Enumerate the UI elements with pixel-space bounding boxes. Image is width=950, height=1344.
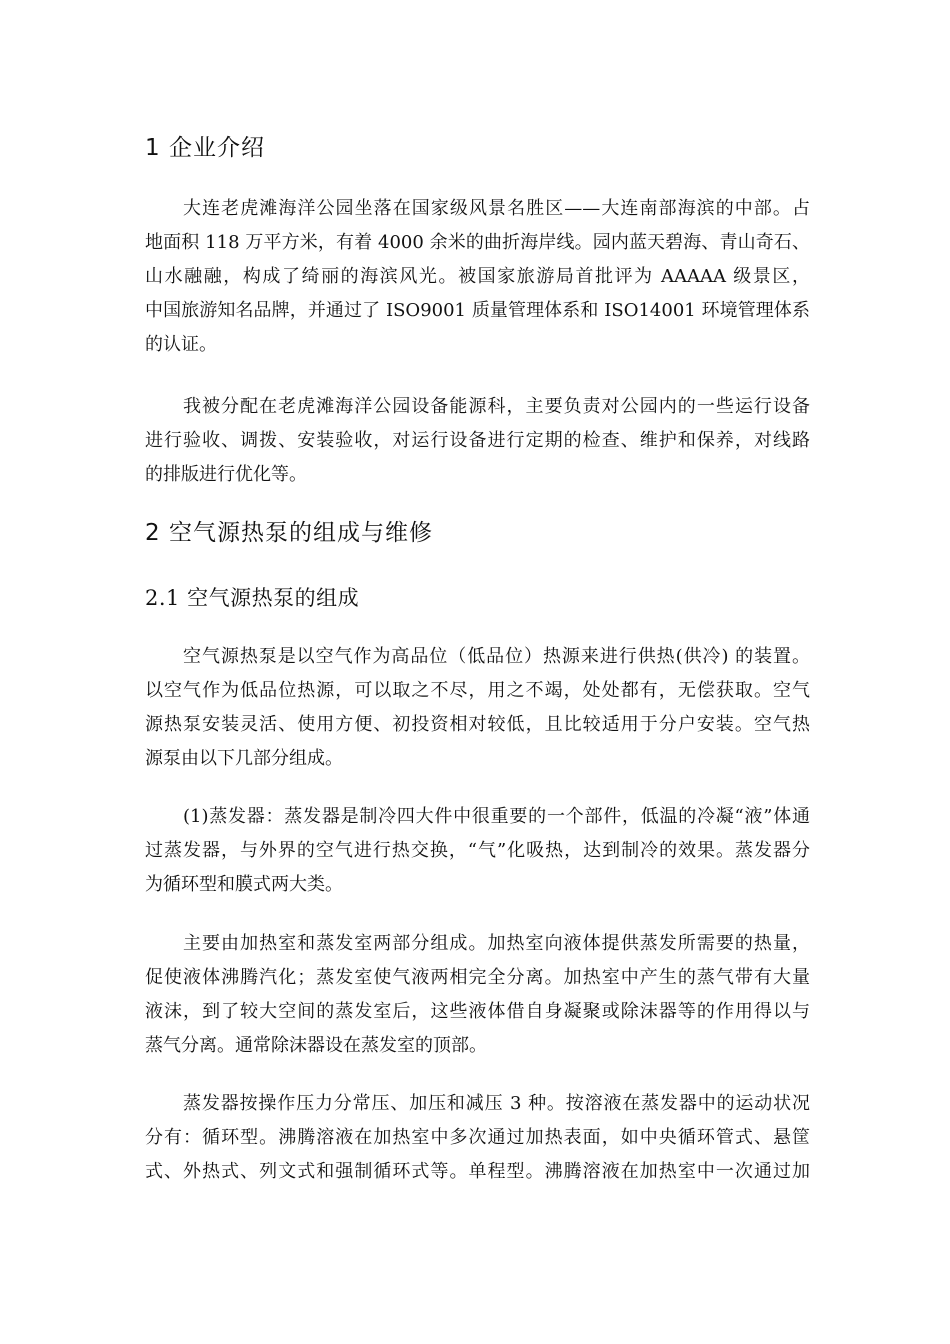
- paragraph-line: 源热泵安装灵活、使用方便、初投资相对较低，且比较适用于分户安装。空气热: [145, 714, 810, 735]
- subsection-2-1-heading: 2.1 空气源热泵的组成: [145, 586, 360, 610]
- paragraph-line: 中国旅游知名品牌，并通过了 ISO9001 质量管理体系和 ISO14001 环境管理体系: [145, 300, 810, 321]
- paragraph-line: 促使液体沸腾汽化；蒸发室使气液两相完全分离。加热室中产生的蒸气带有大量: [145, 967, 810, 988]
- paragraph-line: 的排版进行优化等。: [145, 464, 307, 485]
- paragraph-line: 源泵由以下几部分组成。: [145, 748, 343, 769]
- paragraph-line: 分有：循环型。沸腾溶液在加热室中多次通过加热表面，如中央循环管式、悬筐: [145, 1127, 810, 1148]
- paragraph-line: 山水融融，构成了绮丽的海滨风光。被国家旅游局首批评为 AAAAA 级景区，: [145, 266, 810, 287]
- paragraph-line: (1)蒸发器：蒸发器是制冷四大件中很重要的一个部件，低温的冷凝“液”体通: [183, 806, 810, 827]
- paragraph-line: 大连老虎滩海洋公园坐落在国家级风景名胜区——大连南部海滨的中部。占: [183, 198, 810, 219]
- paragraph: [145, 390, 810, 492]
- paragraph-line: 液沫，到了较大空间的蒸发室后，这些液体借自身凝聚或除沫器等的作用得以与: [145, 1001, 810, 1022]
- paragraph-line: 以空气作为低品位热源，可以取之不尽，用之不竭，处处都有，无偿获取。空气: [145, 680, 810, 701]
- section-1-heading: 1 企业介绍: [145, 135, 265, 161]
- paragraph: [145, 1087, 810, 1189]
- paragraph-line: 进行验收、调拨、安装验收，对运行设备进行定期的检查、维护和保养，对线路: [145, 430, 810, 451]
- paragraph-line: 蒸气分离。通常除沫器设在蒸发室的顶部。: [145, 1035, 487, 1056]
- paragraph-line: 的认证。: [145, 334, 217, 355]
- paragraph-line: 过蒸发器，与外界的空气进行热交换，“气”化吸热，达到制冷的效果。蒸发器分: [145, 840, 810, 861]
- paragraph-line: 空气源热泵是以空气作为高品位（低品位）热源来进行供热(供冷) 的装置。: [183, 646, 810, 667]
- paragraph-line: 蒸发器按操作压力分常压、加压和减压 3 种。按溶液在蒸发器中的运动状况: [183, 1093, 810, 1114]
- paragraph-line: 为循环型和膜式两大类。: [145, 874, 343, 895]
- paragraph: [145, 192, 810, 362]
- paragraph: [145, 640, 810, 776]
- paragraph-line: 我被分配在老虎滩海洋公园设备能源科，主要负责对公园内的一些运行设备: [183, 396, 810, 417]
- paragraph: [145, 927, 810, 1063]
- section-2-heading: 2 空气源热泵的组成与维修: [145, 520, 433, 546]
- paragraph-line: 主要由加热室和蒸发室两部分组成。加热室向液体提供蒸发所需要的热量，: [183, 933, 810, 954]
- paragraph-line: 地面积 118 万平方米，有着 4000 余米的曲折海岸线。园内蓝天碧海、青山奇石、: [145, 232, 810, 253]
- paragraph-line: 式、外热式、列文式和强制循环式等。单程型。沸腾溶液在加热室中一次通过加: [145, 1161, 810, 1182]
- paragraph: [145, 800, 810, 902]
